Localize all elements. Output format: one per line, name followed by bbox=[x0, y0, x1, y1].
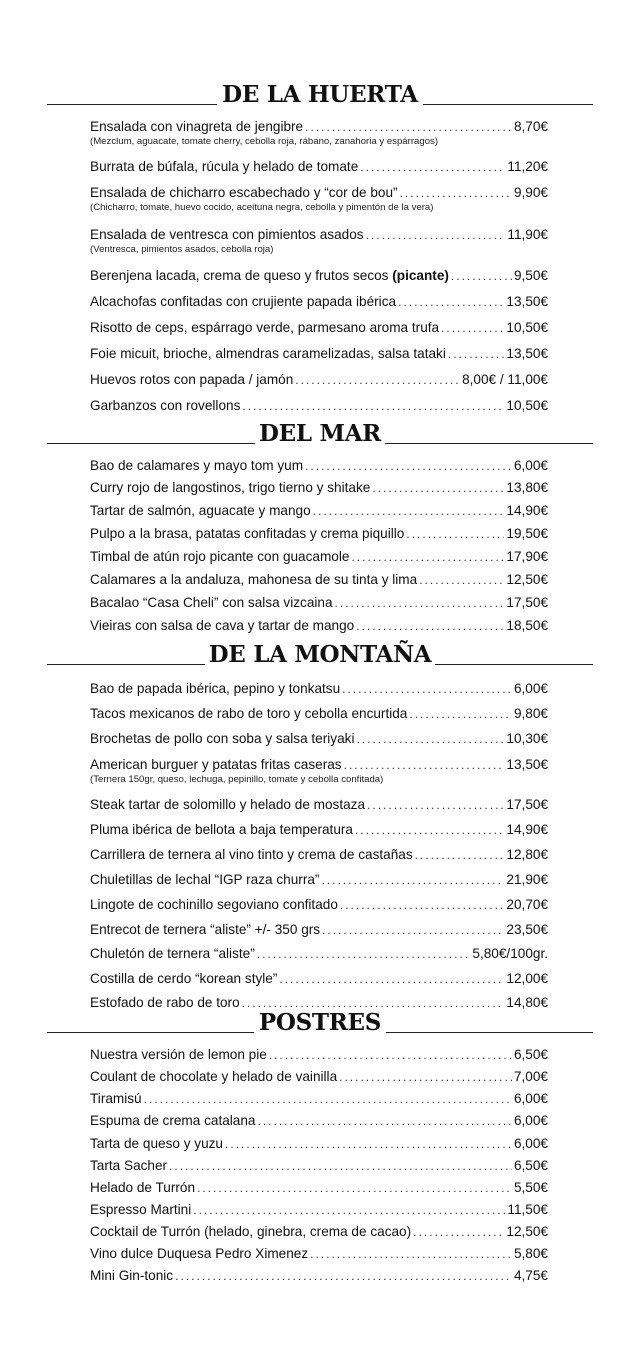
dot-leader bbox=[175, 1268, 512, 1285]
item-price: 5,50€ bbox=[513, 1180, 548, 1195]
dot-leader bbox=[419, 572, 504, 589]
dot-leader bbox=[398, 294, 504, 311]
item-name: Huevos rotos con papada / jamón bbox=[90, 372, 294, 387]
section-title: DEL MAR bbox=[259, 420, 381, 447]
dot-leader bbox=[295, 372, 460, 389]
dot-leader bbox=[342, 681, 512, 698]
dot-leader bbox=[313, 503, 505, 520]
item-price: 13,80€ bbox=[506, 480, 548, 495]
item-price: 13,50€ bbox=[506, 757, 548, 772]
menu-item bbox=[90, 871, 548, 889]
menu-item bbox=[90, 680, 548, 698]
menu-item bbox=[90, 226, 548, 255]
item-name: Burrata de búfala, rúcula y helado de tomate bbox=[90, 159, 359, 174]
item-name: Brochetas de pollo con soba y salsa teriyaki bbox=[90, 731, 355, 746]
menu-item bbox=[90, 756, 548, 785]
menu-item bbox=[90, 397, 548, 415]
item-name: Mini Gin-tonic bbox=[90, 1268, 174, 1283]
item-name: Lingote de cochinillo segoviano confitado bbox=[90, 897, 338, 912]
item-name-text: Berenjena lacada, crema de queso y frutos secos bbox=[90, 268, 389, 283]
menu-item bbox=[90, 118, 548, 147]
item-price: 19,50€ bbox=[506, 526, 548, 541]
item-name: Bao de papada ibérica, pepino y tonkatsu bbox=[90, 681, 341, 696]
item-price: 12,00€ bbox=[506, 971, 548, 986]
item-price: 17,90€ bbox=[506, 549, 548, 564]
menu-item bbox=[90, 1201, 548, 1219]
dot-leader bbox=[257, 946, 471, 963]
section-title: DE LA HUERTA bbox=[222, 81, 418, 108]
item-name: Pluma ibérica de bellota a baja temperatura bbox=[90, 822, 353, 837]
menu-item bbox=[90, 345, 548, 363]
item-name: Ensalada con vinagreta de jengibre bbox=[90, 119, 304, 134]
dot-leader bbox=[335, 595, 505, 612]
item-name: Vieiras con salsa de cava y tartar de mango bbox=[90, 618, 355, 633]
item-price: 10,50€ bbox=[506, 320, 548, 335]
item-price: 13,50€ bbox=[506, 346, 548, 361]
menu-item bbox=[90, 1112, 548, 1130]
menu-item bbox=[90, 371, 548, 389]
dot-leader bbox=[257, 1113, 511, 1130]
item-price: 23,50€ bbox=[506, 922, 548, 937]
menu-item bbox=[90, 1068, 548, 1086]
item-name: Helado de Turrón bbox=[90, 1180, 196, 1195]
dot-leader bbox=[321, 872, 504, 889]
item-price: 21,90€ bbox=[506, 872, 548, 887]
item-price: 14,90€ bbox=[506, 503, 548, 518]
item-price: 9,80€ bbox=[513, 706, 548, 721]
item-price: 12,50€ bbox=[506, 1224, 548, 1239]
menu-item bbox=[90, 594, 548, 612]
item-name: Vino dulce Duquesa Pedro Ximenez bbox=[90, 1246, 309, 1261]
dot-leader bbox=[225, 1136, 512, 1153]
item-price: 6,00€ bbox=[513, 458, 548, 473]
item-price: 11,50€ bbox=[507, 1202, 548, 1217]
menu-item bbox=[90, 796, 548, 814]
item-name: Coulant de chocolate y helado de vainilla bbox=[90, 1069, 338, 1084]
menu-item bbox=[90, 158, 548, 176]
item-name: Espuma de crema catalana bbox=[90, 1113, 256, 1128]
dot-leader bbox=[305, 119, 512, 136]
item-price: 17,50€ bbox=[506, 595, 548, 610]
dot-leader bbox=[310, 1246, 512, 1263]
section-heading bbox=[0, 640, 640, 674]
item-price: 6,50€ bbox=[513, 1158, 548, 1173]
dot-leader bbox=[415, 847, 505, 864]
item-price: 6,00€ bbox=[513, 1136, 548, 1151]
spicy-label: (picante) bbox=[392, 268, 449, 283]
section-title: POSTRES bbox=[258, 1009, 382, 1036]
menu-item bbox=[90, 846, 548, 864]
dot-leader bbox=[305, 458, 512, 475]
item-name: Calamares a la andaluza, mahonesa de su tinta y lima bbox=[90, 572, 418, 587]
dot-leader bbox=[372, 480, 504, 497]
heading-rule-right bbox=[423, 104, 593, 105]
menu-item bbox=[90, 502, 548, 520]
dot-leader bbox=[144, 1091, 512, 1108]
menu-item bbox=[90, 1245, 548, 1263]
menu-item bbox=[90, 1046, 548, 1064]
item-price: 8,70€ bbox=[513, 119, 548, 134]
menu-item bbox=[90, 457, 548, 475]
heading-rule-right bbox=[386, 1032, 593, 1033]
item-name: Costilla de cerdo “korean style” bbox=[90, 971, 278, 986]
section-heading bbox=[0, 80, 640, 114]
menu-item bbox=[90, 945, 548, 963]
menu-item bbox=[90, 896, 548, 914]
item-price: 12,50€ bbox=[506, 572, 548, 587]
item-name: Chuletón de ternera “aliste” bbox=[90, 946, 255, 961]
item-description: (Mezclum, aguacate, tomate cherry, cebolla roja, rábano, zanahoria y espárragos) bbox=[90, 136, 439, 147]
dot-leader bbox=[409, 706, 512, 723]
item-name: Risotto de ceps, espárrago verde, parmesano aroma trufa bbox=[90, 320, 440, 335]
dot-leader bbox=[279, 971, 504, 988]
dot-leader bbox=[339, 1069, 512, 1086]
item-name: Bao de calamares y mayo tom yum bbox=[90, 458, 304, 473]
item-price: 6,00€ bbox=[513, 681, 548, 696]
item-description: (Ventresca, pimientos asados, cebolla roja) bbox=[90, 244, 274, 255]
dot-leader bbox=[351, 549, 504, 566]
item-price: 10,50€ bbox=[506, 398, 548, 413]
item-name: Cocktail de Turrón (helado, ginebra, crema de cacao) bbox=[90, 1224, 412, 1239]
item-name: American burguer y patatas fritas caseras bbox=[90, 757, 342, 772]
item-name: Steak tartar de solomillo y helado de mostaza bbox=[90, 797, 366, 812]
heading-rule-right bbox=[385, 443, 593, 444]
menu-item bbox=[90, 184, 548, 213]
item-name: Alcachofas confitadas con crujiente papada ibérica bbox=[90, 294, 397, 309]
dot-leader bbox=[269, 1047, 512, 1064]
item-name: Bacalao “Casa Cheli” con salsa vizcaina bbox=[90, 595, 333, 610]
heading-rule-right bbox=[435, 664, 593, 665]
item-price: 17,50€ bbox=[506, 797, 548, 812]
item-name: Foie micuit, brioche, almendras caramelizadas, salsa tataki bbox=[90, 346, 446, 361]
item-price: 6,00€ bbox=[513, 1091, 548, 1106]
item-price: 14,80€ bbox=[506, 995, 548, 1010]
dot-leader bbox=[366, 227, 506, 244]
menu-item bbox=[90, 921, 548, 939]
item-name: Entrecot de ternera “aliste” +/- 350 grs bbox=[90, 922, 321, 937]
dot-leader bbox=[413, 1224, 504, 1241]
dot-leader bbox=[451, 268, 512, 285]
item-price: 4,75€ bbox=[513, 1268, 548, 1283]
item-price: 6,00€ bbox=[513, 1113, 548, 1128]
item-price: 10,30€ bbox=[506, 731, 548, 746]
item-name: Tacos mexicanos de rabo de toro y cebolla encurtida bbox=[90, 706, 408, 721]
item-price: 5,80€/100gr. bbox=[472, 946, 548, 961]
dot-leader bbox=[441, 320, 504, 337]
menu-item bbox=[90, 267, 548, 285]
menu-item bbox=[90, 821, 548, 839]
menu-item bbox=[90, 479, 548, 497]
item-name: Ensalada de chicharro escabechado y “cor de bou” bbox=[90, 185, 398, 200]
item-name: Pulpo a la brasa, patatas confitadas y crema piquillo bbox=[90, 526, 405, 541]
dot-leader bbox=[197, 1180, 512, 1197]
dot-leader bbox=[356, 618, 504, 635]
menu-item bbox=[90, 1157, 548, 1175]
item-price: 9,50€ bbox=[513, 268, 548, 283]
item-description: (Ternera 150gr, queso, lechuga, pepinillo, tomate y cebolla confitada) bbox=[90, 774, 384, 785]
menu-item bbox=[90, 705, 548, 723]
menu-item bbox=[90, 548, 548, 566]
dot-leader bbox=[242, 398, 504, 415]
item-price: 7,00€ bbox=[513, 1069, 548, 1084]
menu-item bbox=[90, 319, 548, 337]
item-price: 20,70€ bbox=[506, 897, 548, 912]
dot-leader bbox=[322, 922, 504, 939]
item-name: Ensalada de ventresca con pimientos asados bbox=[90, 227, 364, 242]
item-name: Tartar de salmón, aguacate y mango bbox=[90, 503, 311, 518]
menu-item bbox=[90, 525, 548, 543]
dot-leader bbox=[344, 757, 505, 774]
dot-leader bbox=[340, 897, 505, 914]
item-name bbox=[90, 267, 449, 284]
item-price: 13,50€ bbox=[506, 294, 548, 309]
item-name: Curry rojo de langostinos, trigo tierno y shitake bbox=[90, 480, 371, 495]
item-name: Timbal de atún rojo picante con guacamole bbox=[90, 549, 350, 564]
item-name: Tarta de queso y yuzu bbox=[90, 1136, 223, 1151]
item-price: 14,90€ bbox=[506, 822, 548, 837]
section-title: DE LA MONTAÑA bbox=[208, 641, 432, 668]
menu-item bbox=[90, 617, 548, 635]
section-heading bbox=[0, 419, 640, 453]
item-price: 5,80€ bbox=[513, 1246, 548, 1261]
dot-leader bbox=[367, 797, 504, 814]
item-price: 8,00€ / 11,00€ bbox=[462, 372, 548, 387]
menu-item bbox=[90, 1223, 548, 1241]
dot-leader bbox=[169, 1158, 512, 1175]
item-price: 6,50€ bbox=[513, 1047, 548, 1062]
item-name: Estofado de rabo de toro bbox=[90, 995, 240, 1010]
item-price: 9,90€ bbox=[513, 185, 548, 200]
item-price: 11,90€ bbox=[507, 227, 548, 242]
dot-leader bbox=[356, 731, 504, 748]
dot-leader bbox=[193, 1202, 505, 1219]
item-description: (Chicharro, tomate, huevo cocido, aceituna negra, cebolla y pimentón de la vera) bbox=[90, 202, 434, 213]
item-price: 11,20€ bbox=[507, 159, 548, 174]
menu-item bbox=[90, 293, 548, 311]
item-name: Tiramisú bbox=[90, 1091, 142, 1106]
item-name: Tarta Sacher bbox=[90, 1158, 168, 1173]
item-name: Garbanzos con rovellons bbox=[90, 398, 241, 413]
menu-item bbox=[90, 730, 548, 748]
menu-item bbox=[90, 1135, 548, 1153]
menu-item bbox=[90, 1267, 548, 1285]
item-name: Espresso Martini bbox=[90, 1202, 192, 1217]
item-price: 18,50€ bbox=[506, 618, 548, 633]
section-heading bbox=[0, 1008, 640, 1042]
item-price: 12,80€ bbox=[506, 847, 548, 862]
menu-item bbox=[90, 571, 548, 589]
dot-leader bbox=[355, 822, 504, 839]
dot-leader bbox=[448, 346, 505, 363]
menu-item bbox=[90, 970, 548, 988]
menu-item bbox=[90, 1179, 548, 1197]
item-name: Nuestra versión de lemon pie bbox=[90, 1047, 267, 1062]
item-name: Chuletillas de lechal “IGP raza churra” bbox=[90, 872, 320, 887]
item-name: Carrillera de ternera al vino tinto y crema de castañas bbox=[90, 847, 413, 862]
dot-leader bbox=[406, 526, 504, 543]
dot-leader bbox=[360, 159, 505, 176]
menu-item bbox=[90, 1090, 548, 1108]
dot-leader bbox=[400, 185, 512, 202]
